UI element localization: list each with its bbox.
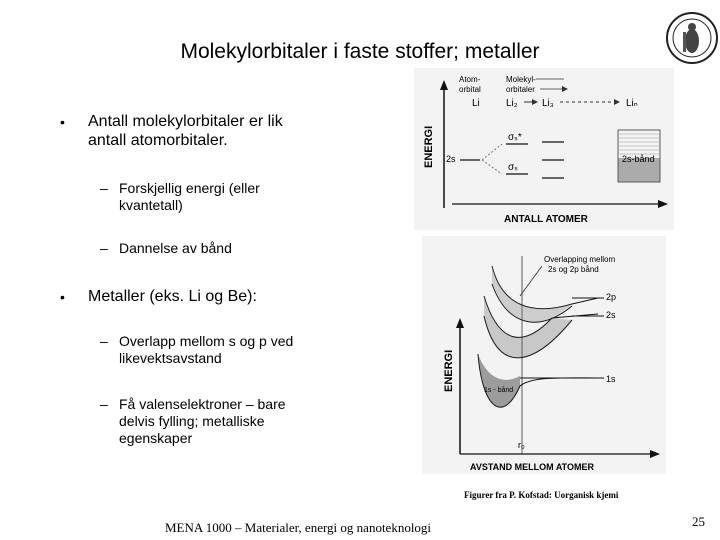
- x-axis-label: ANTALL ATOMER: [504, 214, 588, 225]
- sub-line: egenskaper: [119, 430, 193, 446]
- x-axis-label: AVSTAND MELLOM ATOMER: [470, 462, 594, 472]
- overlap-label: Overlapping mellom: [544, 255, 616, 264]
- sub-line: Få valenselektroner – bare: [119, 396, 286, 412]
- university-seal-logo: [664, 10, 720, 66]
- sub-line: Forskjellig energi (eller: [119, 180, 260, 196]
- sub-line: delvis fylling; metalliske: [119, 413, 265, 429]
- sub-marker: –: [100, 240, 108, 256]
- molecular-orbital-label: orbitaler: [506, 85, 535, 94]
- y-axis-label: ENERGI: [423, 125, 435, 168]
- sub-bullet-text: [119, 396, 286, 447]
- y-axis-label: ENERGI: [443, 349, 455, 392]
- sub-line: likevektsavstand: [119, 350, 222, 366]
- label-2p: 2p: [606, 292, 617, 302]
- atom-orbital-label: orbital: [459, 85, 481, 94]
- sub-marker: –: [100, 396, 108, 412]
- label-1s: 1s: [606, 374, 616, 384]
- molecular-orbital-label: Molekyl-: [506, 75, 536, 84]
- sub-line: kvantetall): [119, 197, 183, 213]
- species-label: Li₃: [542, 98, 554, 109]
- bullet-marker: •: [60, 114, 65, 130]
- atom-orbital-label: Atom-: [459, 75, 481, 84]
- page-number: 25: [692, 514, 705, 529]
- label-2s: 2s: [606, 310, 616, 320]
- sub-marker: –: [100, 180, 108, 196]
- bullet-text: Metaller (eks. Li og Be):: [88, 288, 257, 305]
- level-2s-label: 2s: [446, 154, 456, 164]
- band-overlap-diagram: [422, 236, 666, 474]
- sub-bullet-text: [119, 180, 260, 214]
- species-label: Liₙ: [626, 98, 638, 109]
- sub-line: Overlapp mellom s og p ved: [119, 333, 294, 349]
- species-label: Li₂: [506, 98, 518, 109]
- sub-marker: –: [100, 333, 108, 349]
- mo-energy-diagram: [414, 68, 674, 230]
- sub-bullet-text: Dannelse av bånd: [119, 240, 232, 256]
- sub-bullet-text: [119, 333, 293, 367]
- sigma-star-label: σₛ*: [508, 132, 522, 143]
- bullet-text: [88, 112, 283, 150]
- overlap-label: 2s og 2p bånd: [548, 265, 599, 274]
- footer-text: MENA 1000 – Materialer, energi og nanoteknologi: [165, 520, 432, 535]
- bullet-line: Antall molekylorbitaler er lik: [88, 113, 283, 130]
- r0-label: r₀: [518, 440, 525, 450]
- sigma-label: σₛ: [508, 162, 518, 173]
- slide-title: Molekylorbitaler i faste stoffer; metaller: [180, 40, 540, 63]
- band-label: 2s-bånd: [622, 154, 655, 164]
- figure-caption: Figurer fra P. Kofstad: Uorganisk kjemi: [464, 490, 619, 500]
- bullet-line: antall atomorbitaler.: [88, 132, 228, 149]
- bullet-marker: •: [60, 289, 65, 305]
- band-1s-label: 1s - bånd: [484, 387, 514, 394]
- species-label: Li: [472, 98, 480, 109]
